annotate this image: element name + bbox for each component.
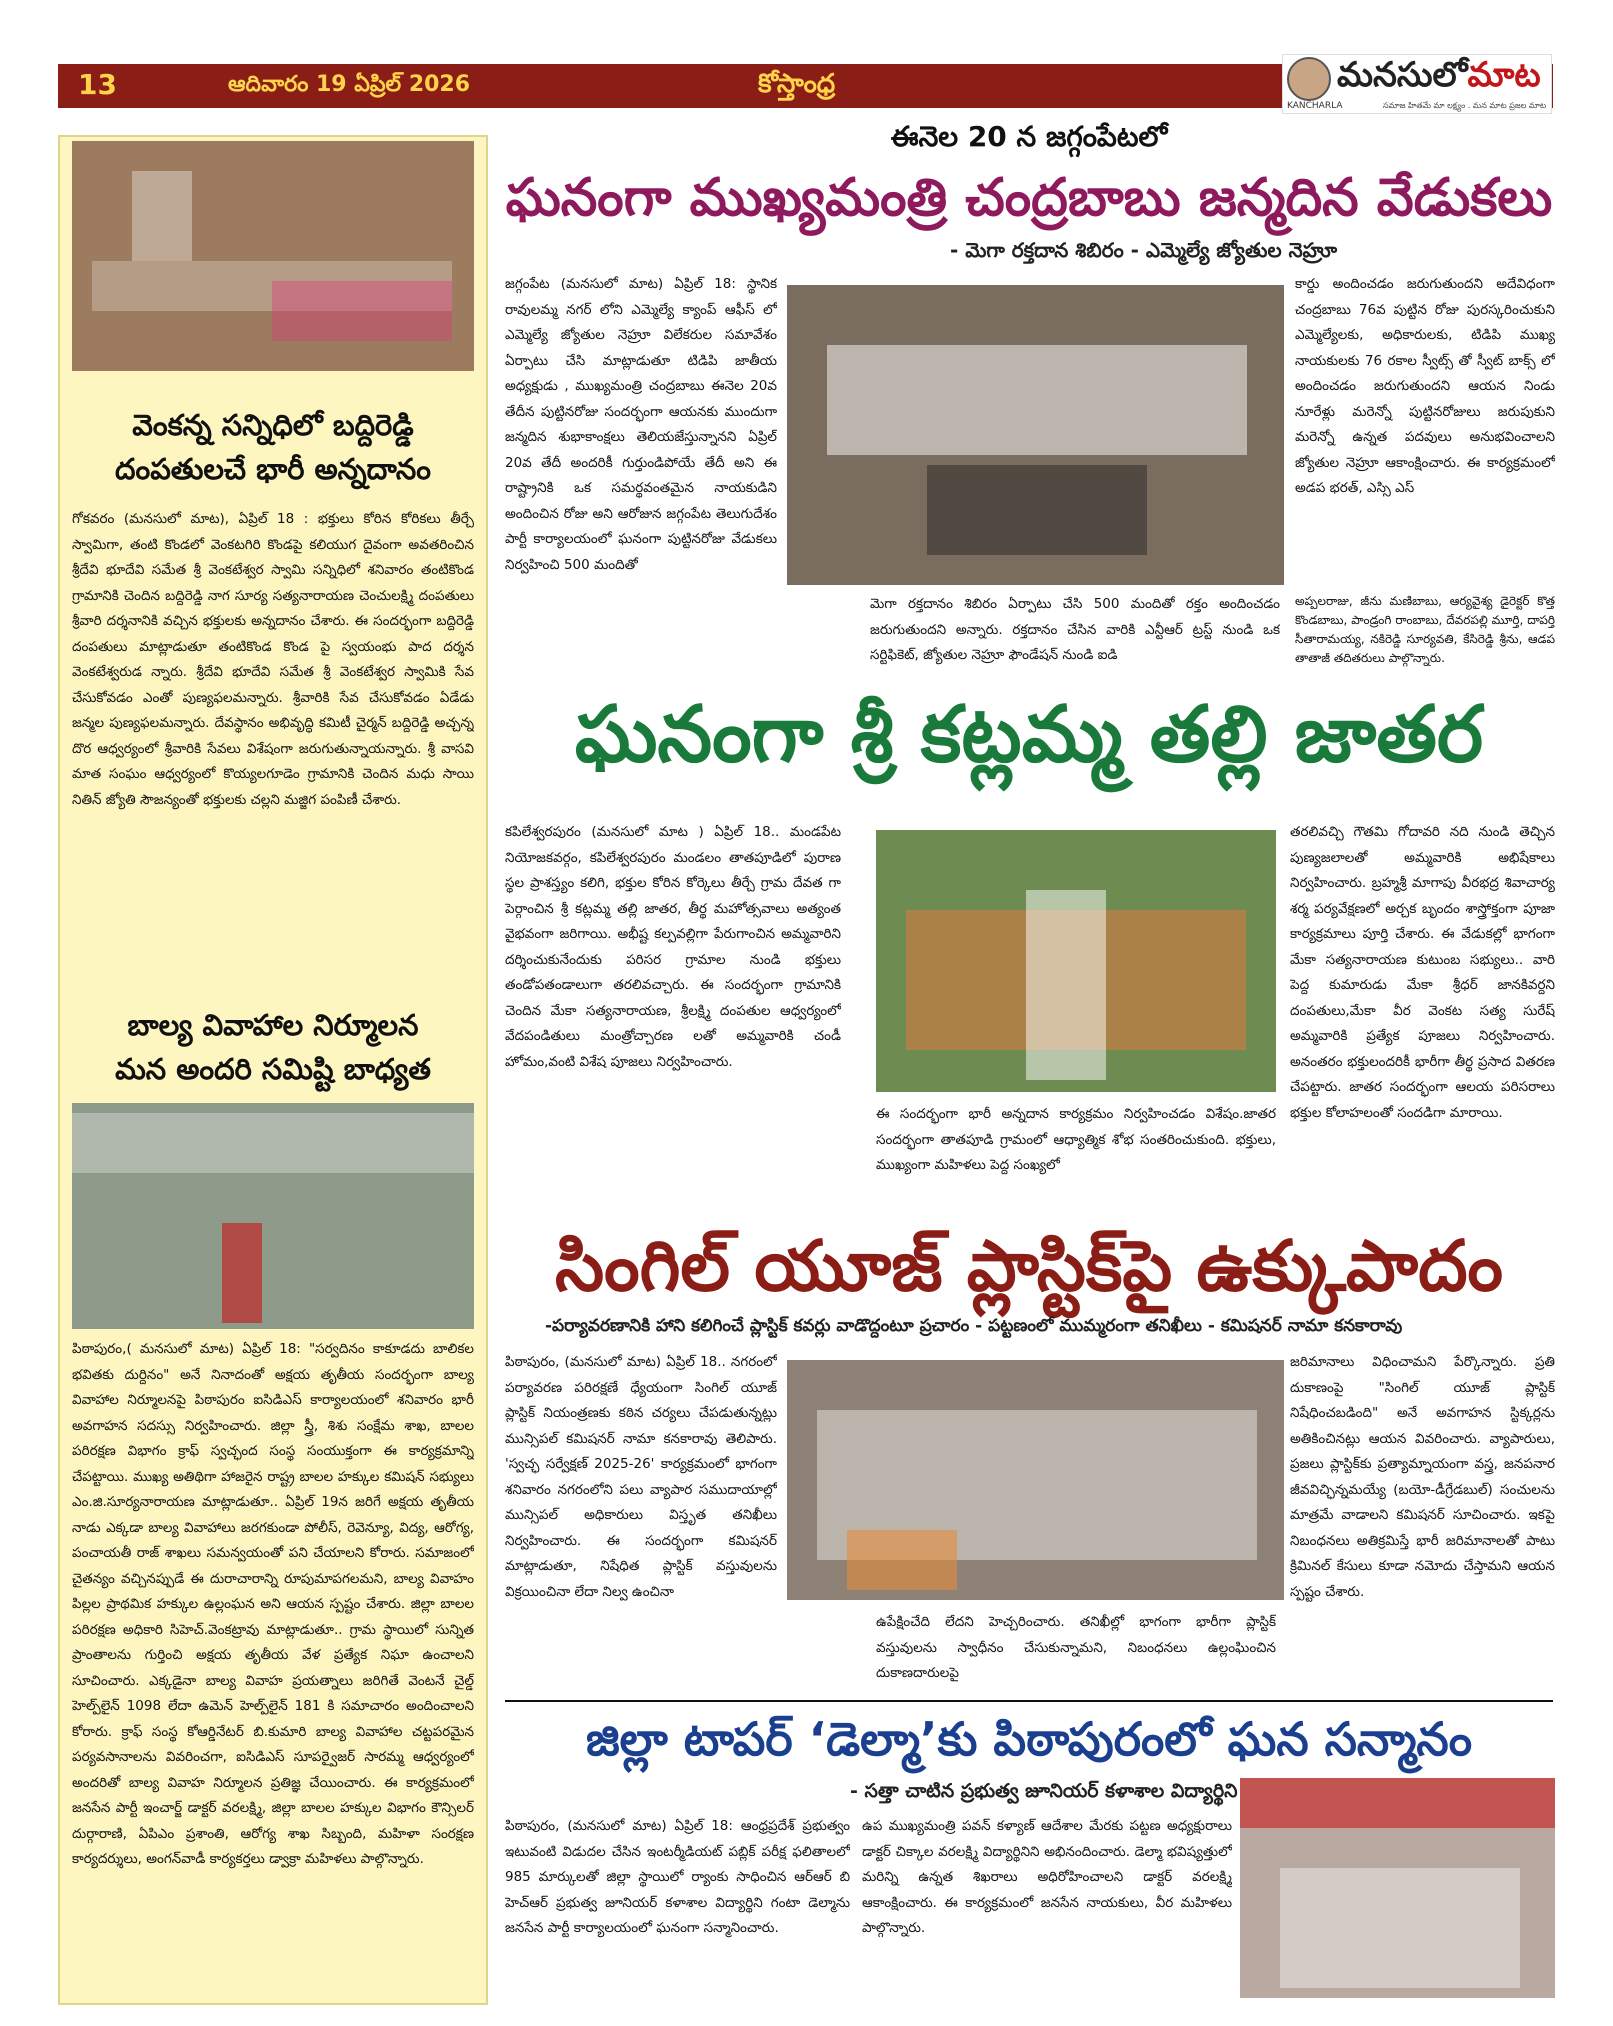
article4-column1: పిఠాపురం, (మనసులో మాట) ఏప్రిల్ 18: ఆంధ్రప్రదేశ్ ప్రభుత్వం ఇటువంటి విడుదల చేసిన ఇంటర్మీడియట్ పబ్లిక్ పరీక్ష ఫలితాలలో 985 మార్కులతో జిల్లా స్థాయిలో ర్యాంకు సాధించిన ఆర్ఆర్ బి హెచ్ఆర్ ప్రభుత్వ జూనియర్ కళాశాల విద్యార్థిని గంటా డెల్మాను జనసేన పార్టీ కార్యాలయంలో ఘనంగా సన్మానించారు.	[505, 1818, 850, 1936]
article4-top-rule	[505, 1700, 1553, 1702]
article1-headline: ఘనంగా ముఖ్యమంత్రి చంద్రబాబు జన్మదిన వేడుకలు	[505, 168, 1553, 228]
sidebar-story1-body: గోకవరం (మనసులో మాట), ఏప్రిల్ 18 : భక్తులు కోరిన కోరికలు తీర్చే స్వామిగా, తంటి కొండలో వెంకటగిరి కొండపై కలియుగ దైవంగా అవతరించిన శ్రీదేవి భూదేవి సమేత శ్రీ వెంకటేశ్వర స్వామి సన్నిధిలో శనివారం తంటికొండ గ్రామానికి చెందిన బద్దిరెడ్డి నాగ సూర్య సత్యనారాయణ చెంచులక్ష్మి దంపతులు శ్రీవారి దర్శనానికి వచ్చిన భక్తులకు అన్నదానం చేశారు. ఈ సందర్భంగా బద్దిరెడ్డి దంపతులు మాట్లాడుతూ తంటికొండ కొండ పై స్వయంభు పాద దర్శన వెంకటేశ్వరుడ న్నారు. శ్రీదేవి భూదేవి సమేత శ్రీ వెంకటేశ్వర స్వామికి సేవ చేసుకోవడం ఎంతో పుణ్యఫలమన్నారు. శ్రీవారికి సేవ చేసుకోవడం ఏడేడు జన్మల పుణ్యఫలమన్నారు. దేవస్థానం అభివృద్ధి కమిటీ చైర్మన్ బద్దిరెడ్డి అచ్చన్న దొర ఆధ్వర్యంలో శ్రీవారికి సేవలు విశేషంగా జరుగుతున్నాయన్నారు. శ్రీ వాసవి మాత సంఘం ఆధ్వర్యంలో కొయ్యలగూడెం గ్రామానికి చెందిన మధు సాయి నితిన్ జ్యోతి సౌజన్యంతో భక్తులకు చల్లని మజ్జిగ పంపిణీ చేశారు.	[72, 511, 474, 808]
sidebar-story2-body: పిఠాపురం,( మనసులో మాట) ఏప్రిల్ 18: "సర్వదినం కాకూడదు బాలికల భవితకు దుర్దినం" అనే నినాదంతో అక్షయ తృతీయ సందర్భంగా బాల్య వివాహాల నిర్మూలనపై పిఠాపురం ఐసిడిఎస్ కార్యాలయంలో శనివారం భారీ అవగాహన సదస్సు నిర్వహించారు. జిల్లా స్త్రీ, శిశు సంక్షేమ శాఖ, బాలల పరిరక్షణ విభాగం క్రాఫ్ స్వచ్ఛంద సంస్థ సంయుక్తంగా ఈ కార్యక్రమాన్ని చేపట్టాయి. ముఖ్య అతిథిగా హాజరైన రాష్ట్ర బాలల హక్కుల కమిషన్ సభ్యులు ఎం.జి.సూర్యనారాయణ మాట్లాడుతూ.. ఏప్రిల్ 19న జరిగే అక్షయ తృతీయ నాడు ఎక్కడా బాల్య వివాహాలు జరగకుండా పోలీస్, రెవెన్యూ, విద్య, ఆరోగ్య, పంచాయతీ రాజ్ శాఖలు సమన్వయంతో పని చేయాలని కోరారు. సమాజంలో చైతన్యం వచ్చినప్పుడే ఈ దురాచారాన్ని రూపుమాపగలమని, బాల్య వివాహం పిల్లల ప్రాథమిక హక్కుల ఉల్లంఘన అని ఆయన స్పష్టం చేశారు. జిల్లా బాలల పరిరక్షణ అధికారి సిహెచ్.వెంకట్రావు మాట్లాడుతూ.. గ్రామ స్థాయిలో సున్నిత ప్రాంతాలను గుర్తించి అక్షయ తృతీయ వేళ ప్రత్యేక నిఘా ఉంచాలని సూచించారు. ఎక్కడైనా బాల్య వివాహ ప్రయత్నాలు జరిగితే వెంటనే చైల్డ్ హెల్ప్‌లైన్ 1098 లేదా ఉమెన్ హెల్ప్‌లైన్ 181 కి సమాచారం అందించాలని కోరారు. క్రాఫ్ సంస్థ కోఆర్డినేటర్ బి.కుమారి బాల్య వివాహాల చట్టపరమైన పర్యవసానాలను వివరించగా, ఐసిడిఎస్ సూపర్వైజర్ సారమ్మ ఆధ్వర్యంలో అందరితో బాల్య వివాహ నిర్మూలన ప్రతిజ్ఞ చేయించారు. ఈ కార్యక్రమంలో జనసేన పార్టీ ఇంచార్జ్ డాక్టర్ వరలక్ష్మి, జిల్లా బాలల హక్కుల విభాగం కౌన్సిలర్ దుర్గారాణి, ఏపిఎం ప్రశాంతి, ఆరోగ్య శాఖ సిబ్బంది, మహిళా సంరక్షణ కార్యదర్శులు, అంగన్‌వాడీ కార్యకర్తలు డ్వాక్రా మహిళలు పాల్గొన్నారు.	[72, 1341, 474, 1867]
article2-headline: ఘనంగా శ్రీ కట్లమ్మ తల్లి జాతర	[574, 690, 1484, 780]
article4-photo-felicitation	[1240, 1778, 1555, 1998]
article3-photo-inspection	[787, 1360, 1284, 1600]
article3-column1: పిఠాపురం, (మనసులో మాట) ఏప్రిల్ 18.. నగరంలో పర్యావరణ పరిరక్షణే ధ్యేయంగా సింగిల్ యూజ్ ప్లాస్టిక్ నియంత్రణకు కఠిన చర్యలు చేపడుతున్నట్లు మున్సిపల్ కమిషనర్ నామా కనకారావు తెలిపారు. 'స్వచ్ఛ సర్వేక్షణ్ 2025-26' కార్యక్రమంలో భాగంగా శనివారం నగరంలోని పలు వ్యాపార సముదాయాల్లో మున్సిపల్ అధికారులు విస్తృత తనిఖీలు నిర్వహించారు. ఈ సందర్భంగా కమిషనర్ మాట్లాడుతూ, నిషేధిత ప్లాస్టిక్ వస్తువులను విక్రయించినా లేదా నిల్వ ఉంచినా	[505, 1354, 777, 1600]
newspaper-logo	[1282, 54, 1552, 114]
article2-column2: ఈ సందర్భంగా భారీ అన్నదాన కార్యక్రమం నిర్వహించడం విశేషం.జాతర సందర్భంగా తాతపూడి గ్రామంలో ఆధ్యాత్మిక శోభ సంతరించుకుంది. భక్తులు, ముఖ్యంగా మహిళలు పెద్ద సంఖ్యలో	[876, 1106, 1276, 1173]
sidebar-photo-annadanam	[72, 141, 474, 371]
article1-column2: మెగా రక్తదానం శిబిరం ఏర్పాటు చేసి 500 మందితో రక్తం అందించడం జరుగుతుందని అన్నారు. రక్తదానం చేసిన వారికి ఎన్టీఆర్ ట్రస్ట్ నుండి ఒక సర్టిఫికెట్, జ్యోతుల నెహ్రూ ఫౌండేషన్ నుండి ఐడి	[870, 596, 1280, 663]
article2-column1: కపిలేశ్వరపురం (మనసులో మాట ) ఏప్రిల్ 18.. మండపేట నియోజకవర్గం, కపిలేశ్వరపురం మండలం తాతపూడిలో పురాణ స్థల ప్రాశస్త్యం కలిగి, భక్తుల కోరిన కోర్కెలు తీర్చే గ్రామ దేవత గా పెర్గాంచిన శ్రీ కట్లమ్మ తల్లి జాతర, తీర్థ మహోత్సవాలు అత్యంత వైభవంగా జరిగాయి. అభీష్ట కల్పవల్లిగా పేరుగాంచిన అమ్మవారిని దర్శించుకునేందుకు పరిసర గ్రామాల నుండి భక్తులు తండోపతండాలుగా తరలివచ్చారు. ఈ సందర్భంగా గ్రామానికి చెందిన మేకా సత్యనారాయణ, శ్రీలక్ష్మి దంపతుల ఆధ్వర్యంలో వేదపండితులు మంత్రోచ్చారణ లతో అమ్మవారికి చండీ హోమం,వంటి విశేష పూజలు నిర్వహించారు.	[505, 824, 841, 1070]
article3-column2: ఉపేక్షించేది లేదని హెచ్చరించారు. తనిఖీల్లో భాగంగా భారీగా ప్లాస్టిక్ వస్తువులను స్వాధీనం చేసుకున్నామని, నిబంధనలు ఉల్లంఘించిన దుకాణదారులపై	[876, 1614, 1276, 1681]
article2-photo-jatara	[876, 830, 1276, 1092]
logo-wordmark: మనసులోమాట	[1337, 55, 1541, 95]
article3-column3: జరిమానాలు విధించామని పేర్కొన్నారు. ప్రతి దుకాణంపై "సింగిల్ యూజ్ ప్లాస్టిక్ నిషేధించబడింది" అనే అవగాహన స్టిక్కర్లను అతికించినట్లు ఆయన వివరించారు. వ్యాపారులు, ప్రజలు ప్లాస్టిక్‌కు ప్రత్యామ్నాయంగా వస్త్ర, జనపనార జీవవిచ్ఛిన్నమయ్యే (బయో-డీగ్రేడబుల్) సంచులను మాత్రమే వాడాలని కమిషనర్ సూచించారు. ఇకపై నిబంధనలు అతిక్రమిస్తే భారీ జరిమానాలతో పాటు క్రిమినల్ కేసులు కూడా నమోదు చేస్తామని ఆయన స్పష్టం చేశారు.	[1290, 1354, 1555, 1600]
article1-column3a: కార్డు అందించడం జరుగుతుందని అదేవిధంగా చంద్రబాబు 76వ పుట్టిన రోజు పురస్కరించుకుని ఎమ్మెల్యేలకు, అధికారులకు, టిడిపి ముఖ్య నాయకులకు 76 రకాల స్వీట్స్ తో స్వీట్ బాక్స్ లో అందించడం జరుగుతుందని ఆయన నిండు నూరేళ్లు మరెన్నో పుట్టినరోజులు జరుపుకుని మరెన్నో ఉన్నత పదవులు అనుభవించాలని జ్యోతుల నెహ్రూ ఆకాంక్షించారు. ఈ కార్యక్రమంలో అడప భరత్, ఎస్సి ఎస్	[1295, 276, 1555, 496]
page-number: 13	[78, 68, 117, 101]
logo-portrait-icon	[1287, 57, 1331, 101]
article1-kicker: ఈనెల 20 న జగ్గంపేటలో	[890, 120, 1168, 153]
article4-headline: జిల్లా టాపర్ ‘డెల్మా’కు పిఠాపురంలో ఘన సన్మానం	[585, 1712, 1473, 1766]
sidebar-column	[58, 135, 488, 2005]
logo-tagline: సమాజ హితమే మా లక్ష్యం . మన మాట ప్రజల మాట	[1383, 101, 1547, 110]
article1-photo-press-meet	[787, 285, 1284, 585]
article1-column1: జగ్గంపేట (మనసులో మాట) ఏప్రిల్ 18: స్థానిక రావులమ్మ నగర్ లోని ఎమ్మెల్యే క్యాంప్ ఆఫీస్ లో ఎమ్మెల్యే జ్యోతుల నెహ్రూ విలేకరుల సమావేశం ఏర్పాటు చేసి మాట్లాడుతూ టిడిపి జాతీయ అధ్యక్షుడు , ముఖ్యమంత్రి చంద్రబాబు ఈనెల 20వ తేదీన పుట్టినరోజు సందర్భంగా ఆయనకు ముందుగా జన్మదిన శుభాకాంక్షలు తెలియజేస్తున్నానని ఏప్రిల్ 20వ తేదీ అందరికీ గుర్తుండిపోయే తేదీ అని ఈ రాష్ట్రానికి ఒక సమర్థవంతమైన నాయకుడిని అందించిన రోజు అని ఆరోజున జగ్గంపేట తెలుగుదేశం పార్టీ కార్యాలయంలో ఘనంగా పుట్టినరోజు వేడుకలు నిర్వహించి 500 మందితో	[505, 276, 777, 573]
article4-column2: ఉప ముఖ్యమంత్రి పవన్ కళ్యాణ్ ఆదేశాల మేరకు పట్టణ అధ్యక్షురాలు డాక్టర్ చిక్కాల వరలక్ష్మి విద్యార్థినిని అభినందించారు. డెల్మా భవిష్యత్తులో మరిన్ని ఉన్నత శిఖరాలు అధిరోహించాలని డాక్టర్ వరలక్ష్మి ఆకాంక్షించారు. ఈ కార్యక్రమంలో జనసేన నాయకులు, వీర మహిళలు పాల్గొన్నారు.	[862, 1818, 1232, 1936]
issue-date: ఆదివారం 19 ఏప్రిల్ 2026	[228, 72, 471, 97]
article1-column3b: అప్పలరాజు, జీను మణిబాబు, ఆర్యవైశ్య డైరెక్టర్ కొత్త కొండబాబు, పాండ్రంగి రాంబాబు, దేవరపల్లి మూర్తి, దాపర్తి సీతారామయ్య, నకిరెడ్డి సూర్యవతి, కేసిరెడ్డి శ్రీను, ఆడప తాతాజీ తదితరులు పాల్గొన్నారు.	[1295, 594, 1555, 665]
sidebar-story2-headline: బాల్య వివాహాల నిర్మూలన మన అందరి సమిష్టి బాధ్యత	[115, 1008, 431, 1086]
article3-headline: సింగిల్ యూజ్ ప్లాస్టిక్‌పై ఉక్కుపాదం	[554, 1225, 1504, 1307]
article2-column3: తరలివచ్చి గౌతమి గోదావరి నది నుండి తెచ్చిన పుణ్యజలాలతో అమ్మవారికి అభిషేకాలు నిర్వహించారు. బ్రహ్మశ్రీ మాగాపు వీరభద్ర శివాచార్య శర్మ పర్యవేక్షణలో అర్చక బృందం శాస్త్రోక్తంగా పూజా కార్యక్రమాలు పూర్తి చేశారు. ఈ వేడుకల్లో భాగంగా మేకా సత్యనారాయణ కుటుంబ సభ్యులు.. వారి పెద్ద కుమారుడు మేకా శ్రీధర్ జానకివర్దని దంపతులు,మేకా వీర వెంకట సత్య సురేష్ అమ్మవారికి ప్రత్యేక పూజలు నిర్వహించారు. అనంతరం భక్తులందరికీ భారీగా తీర్థ ప్రసాద వితరణ చేపట్టారు. జాతర సందర్భంగా ఆలయ పరిసరాలు భక్తుల కోలాహలంతో సందడిగా మారాయి.	[1290, 824, 1555, 1121]
logo-subtitle: KANCHARLA	[1287, 101, 1343, 111]
sidebar-photo-awareness-meeting	[72, 1103, 474, 1329]
sidebar-story1-headline: వెంకన్న సన్నిధిలో బద్దిరెడ్డి దంపతులచే భారీ అన్నదానం	[115, 408, 431, 486]
article4-subline: - సత్తా చాటిన ప్రభుత్వ జూనియర్ కళాశాల విద్యార్థిని	[850, 1780, 1238, 1802]
article1-subline: - మెగా రక్తదాన శిబిరం - ఎమ్మెల్యే జ్యోతుల నెహ్రూ	[950, 238, 1338, 262]
section-name: కోస్తాంధ్ర	[758, 69, 836, 99]
article3-subline: -పర్యావరణానికి హాని కలిగించే ప్లాస్టిక్ కవర్లు వాడొద్దంటూ ప్రచారం - పట్టణంలో ముమ్మరంగా తనిఖీలు - కమిషనర్ నామా కనకారావు	[545, 1316, 1403, 1336]
